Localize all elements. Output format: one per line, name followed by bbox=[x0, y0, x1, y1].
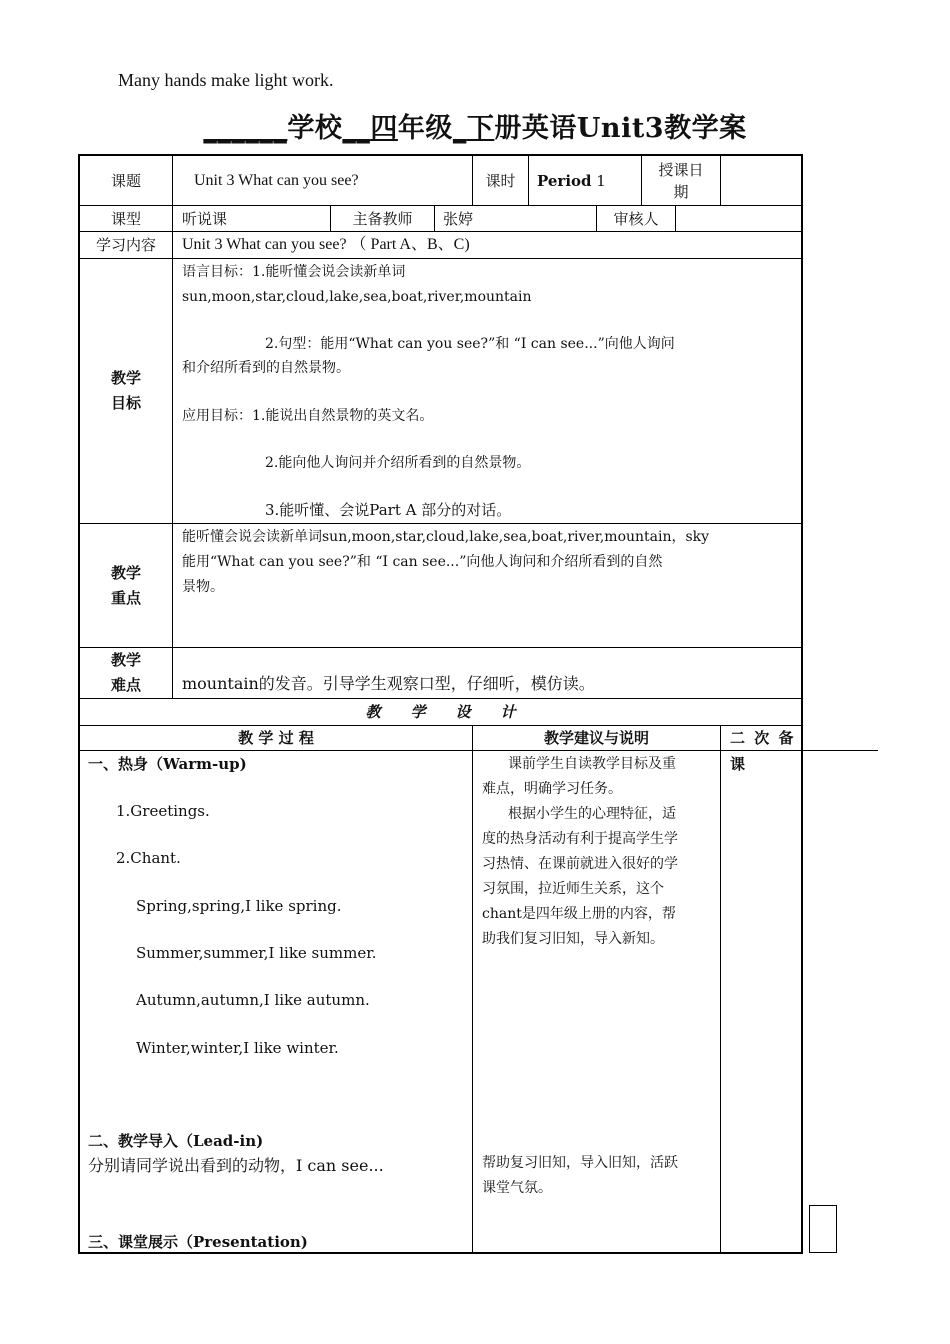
table-border-right bbox=[801, 154, 803, 1254]
objective-line: sun,moon,star,cloud,lake,sea,boat,river,mountain bbox=[182, 289, 532, 305]
title-school: 学校 bbox=[287, 113, 343, 144]
difficulties-label-1: 教学 bbox=[110, 651, 141, 669]
type-value: 听说课 bbox=[182, 210, 228, 228]
title-grade: 四 bbox=[370, 113, 398, 144]
section-lead-in-title: 二、教学导入（Lead-in) bbox=[88, 1132, 264, 1150]
process-item: Winter,winter,I like winter. bbox=[136, 1039, 339, 1057]
advice-line: 课前学生自读教学目标及重 bbox=[508, 756, 676, 772]
difficulties-label bbox=[80, 648, 172, 698]
topic-label: 课题 bbox=[110, 171, 141, 190]
period-number: 1 bbox=[596, 172, 606, 190]
col-divider bbox=[172, 154, 173, 698]
process-item: Summer,summer,I like summer. bbox=[136, 944, 377, 962]
topic-value: Unit 3 What can you see? bbox=[194, 172, 359, 189]
key-point-line: 能听懂会说会读新单词sun,moon,star,cloud,lake,sea,boat,river,mountain，sky bbox=[182, 529, 710, 545]
process-item: 2.Chant. bbox=[116, 849, 181, 867]
advice-line: 难点，明确学习任务。 bbox=[482, 781, 622, 797]
objective-line: 3.能听懂、会说Part A 部分的对话。 bbox=[265, 501, 512, 519]
row-divider bbox=[78, 750, 878, 751]
advice-line: 根据小学生的心理特征，适 bbox=[508, 806, 676, 822]
advice-line: 度的热身活动有利于提高学生学 bbox=[482, 831, 678, 847]
objective-line: 2.句型：能用“What can you see?”和 “I can see...”向他人询问 bbox=[265, 336, 675, 352]
col-divider bbox=[720, 725, 721, 1253]
difficulties-text: mountain的发音。引导学生观察口型，仔细听，模仿读。 bbox=[182, 674, 595, 693]
page-title bbox=[0, 106, 950, 145]
period-value bbox=[537, 170, 606, 192]
advice-line: 帮助复习旧知，导入旧知，活跃 bbox=[482, 1155, 678, 1171]
title-blank: ______ bbox=[203, 113, 288, 144]
objective-line: 和介绍所看到的自然景物。 bbox=[182, 360, 350, 376]
objectives-label-1: 教学 bbox=[110, 369, 141, 387]
process-item: 1.Greetings. bbox=[116, 802, 210, 820]
date-label bbox=[642, 156, 720, 205]
advice-line: 习热情、在课前就进入很好的学 bbox=[482, 856, 678, 872]
process-item: Spring,spring,I like spring. bbox=[136, 897, 342, 915]
motto: Many hands make light work. bbox=[118, 70, 334, 90]
col-divider bbox=[472, 725, 473, 1253]
second-prep-continued: 课 bbox=[730, 755, 746, 773]
objective-line: 应用目标：1.能说出自然景物的英文名。 bbox=[182, 408, 434, 424]
title-suffix: 册英语Unit3教学案 bbox=[494, 113, 747, 144]
lead-in-text: 分别请同学说出看到的动物，I can see... bbox=[88, 1156, 384, 1175]
date-value[interactable] bbox=[722, 156, 800, 205]
title-grade-label: 年级 bbox=[397, 113, 453, 144]
row-divider bbox=[78, 647, 803, 648]
title-blank-2: __ bbox=[342, 113, 371, 144]
key-points-label-2: 重点 bbox=[110, 588, 141, 607]
objectives-label bbox=[80, 259, 172, 523]
teacher-label: 主备教师 bbox=[352, 209, 413, 228]
difficulties-label-2: 难点 bbox=[110, 676, 141, 694]
content-label: 学习内容 bbox=[95, 236, 156, 254]
key-point-line: 景物。 bbox=[182, 579, 224, 595]
col-divider bbox=[528, 154, 529, 205]
key-points-label-1: 教学 bbox=[110, 563, 141, 582]
period-label: 课时 bbox=[485, 171, 516, 190]
type-label: 课型 bbox=[110, 209, 141, 228]
advice-header: 教学建议与说明 bbox=[543, 729, 649, 747]
teacher-value: 张婷 bbox=[443, 210, 474, 228]
row-divider bbox=[78, 258, 803, 259]
second-prep-header: 二 次 备 bbox=[730, 729, 796, 747]
section-warm-up-title: 一、热身（Warm-up) bbox=[88, 755, 247, 773]
row-divider bbox=[78, 231, 803, 232]
period-prefix: Period bbox=[537, 172, 592, 190]
section-presentation-title: 三、课堂展示（Presentation) bbox=[88, 1233, 308, 1251]
process-header: 教 学 过 程 bbox=[238, 729, 314, 747]
process-item: Autumn,autumn,I like autumn. bbox=[136, 991, 370, 1009]
col-divider bbox=[434, 205, 435, 231]
objective-line: 语言目标：1.能听懂会说会读新单词 bbox=[182, 264, 406, 280]
advice-line: 课堂气氛。 bbox=[482, 1180, 552, 1196]
key-points-label bbox=[80, 524, 172, 647]
advice-line: 习氛围，拉近师生关系，这个 bbox=[482, 881, 664, 897]
content-value: Unit 3 What can you see? （ Part A、B、C) bbox=[182, 236, 470, 253]
corner-box bbox=[809, 1205, 837, 1253]
title-blank-3: _ bbox=[452, 113, 467, 144]
reviewer-value[interactable] bbox=[677, 206, 801, 231]
date-label-line-1: 授课日 bbox=[658, 160, 704, 179]
objectives-label-2: 目标 bbox=[110, 394, 141, 412]
col-divider bbox=[720, 154, 721, 205]
design-header: 教 学 设 计 bbox=[365, 703, 516, 721]
reviewer-label: 审核人 bbox=[613, 209, 659, 228]
key-point-line: 能用“What can you see?”和 “I can see...”向他人询问和介绍所看到的自然 bbox=[182, 554, 663, 570]
objective-line: 2.能向他人询问并介绍所看到的自然景物。 bbox=[265, 455, 531, 471]
col-divider bbox=[675, 205, 676, 231]
title-term: 下 bbox=[466, 113, 495, 144]
date-label-line-2: 期 bbox=[673, 182, 689, 201]
advice-line: 助我们复习旧知，导入新知。 bbox=[482, 931, 664, 947]
row-divider bbox=[78, 523, 803, 524]
advice-line: chant是四年级上册的内容，帮 bbox=[482, 906, 676, 922]
